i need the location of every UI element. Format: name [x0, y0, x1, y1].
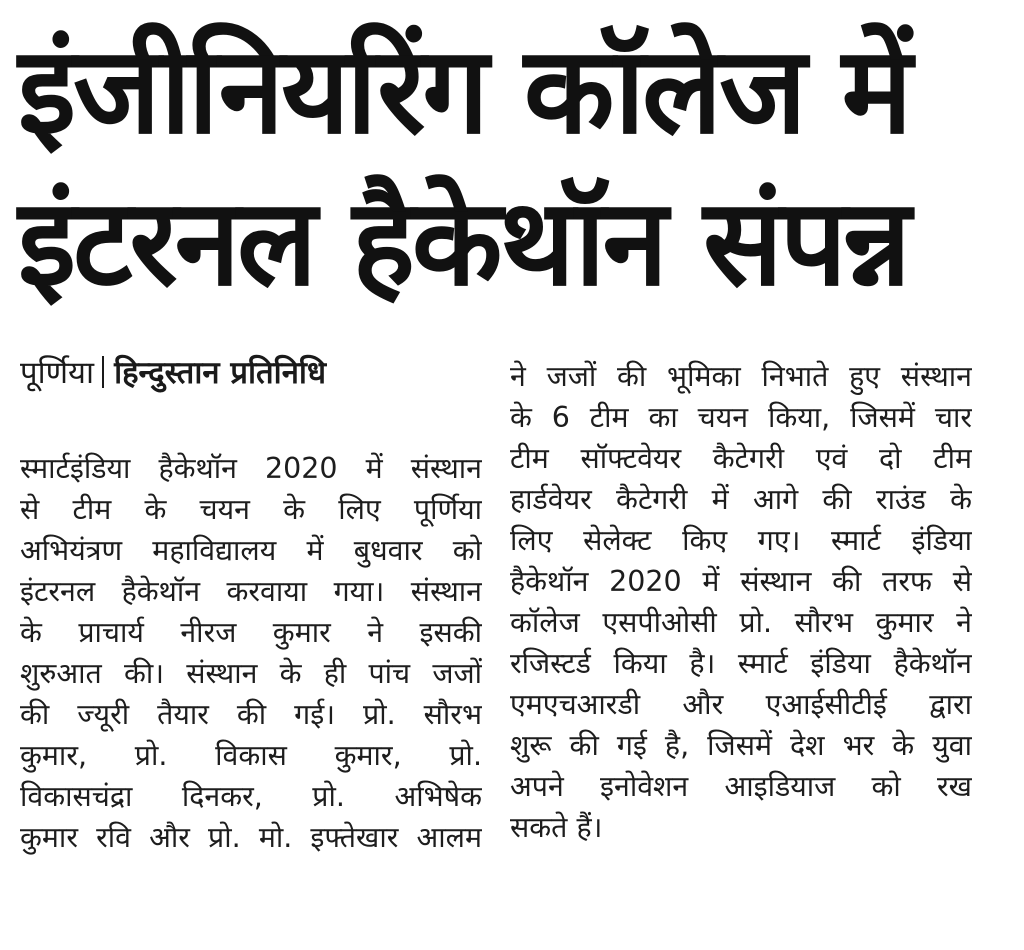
- text-line: की ज्यूरी तैयार की गई। प्रो. सौरभ: [20, 698, 482, 731]
- right-column-text: [510, 356, 972, 848]
- text-line: एमएचआरडी और एआईसीटीई द्वारा: [510, 688, 972, 721]
- right-column: [510, 356, 972, 848]
- dateline-separator: [102, 356, 104, 388]
- text-line: कुमार रवि और प्रो. मो. इफ्तेखार आलम: [20, 821, 482, 854]
- text-line: हैकेथॉन 2020 में संस्थान की तरफ से: [510, 565, 972, 598]
- text-line: रजिस्टर्ड किया है। स्मार्ट इंडिया हैकेथॉन: [510, 647, 972, 680]
- headline-line-2: इंटरनल हैकेथॉन संपन्न: [18, 171, 909, 313]
- text-line: स्मार्टइंडिया हैकेथॉन 2020 में संस्थान: [20, 452, 482, 485]
- text-line: से टीम के चयन के लिए पूर्णिया: [20, 493, 482, 526]
- left-column: [20, 350, 482, 858]
- text-line: अभियंत्रण महाविद्यालय में बुधवार को: [20, 534, 482, 567]
- text-line: इंटरनल हैकेथॉन करवाया गया। संस्थान: [20, 575, 482, 608]
- dateline: [20, 350, 482, 400]
- text-line: हार्डवेयर कैटेगरी में आगे की राउंड के: [510, 483, 972, 516]
- dateline-place: पूर्णिया: [20, 355, 95, 391]
- text-line: शुरू की गई है, जिसमें देश भर के युवा: [510, 729, 972, 762]
- text-line: कॉलेज एसपीओसी प्रो. सौरभ कुमार ने: [510, 606, 972, 639]
- text-line: के प्राचार्य नीरज कुमार ने इसकी: [20, 616, 482, 649]
- text-line: ने जजों की भूमिका निभाते हुए संस्थान: [510, 360, 972, 393]
- text-line: के 6 टीम का चयन किया, जिसमें चार: [510, 401, 972, 434]
- text-line: टीम सॉफ्टवेयर कैटेगरी एवं दो टीम: [510, 442, 972, 475]
- text-line: लिए सेलेक्ट किए गए। स्मार्ट इंडिया: [510, 524, 972, 557]
- dateline-reporter: हिन्दुस्तान प्रतिनिधि: [114, 355, 327, 391]
- text-line: शुरुआत की। संस्थान के ही पांच जजों: [20, 657, 482, 690]
- text-line: अपने इनोवेशन आइडियाज को रख: [510, 770, 972, 803]
- text-line: विकासचंद्रा दिनकर, प्रो. अभिषेक: [20, 780, 482, 813]
- headline: [18, 14, 1008, 318]
- left-column-text: [20, 448, 482, 858]
- text-line: कुमार, प्रो. विकास कुमार, प्रो.: [20, 739, 482, 772]
- text-line: सकते हैं।: [510, 811, 603, 844]
- headline-line-1: इंजीनियरिंग कॉलेज में: [18, 19, 910, 161]
